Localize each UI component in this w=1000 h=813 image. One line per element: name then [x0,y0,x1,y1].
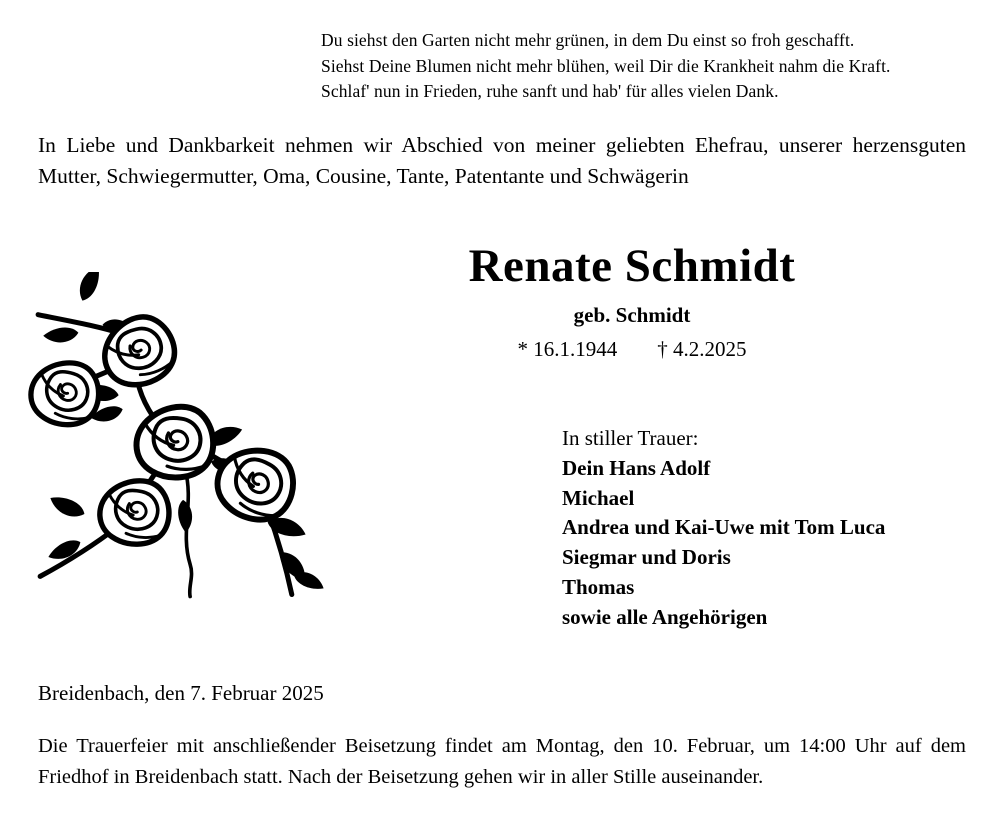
deceased-birth-name: geb. Schmidt [573,302,691,327]
birth-date: * 16.1.1944 [517,336,618,361]
mourner-name: sowie alle Angehörigen [562,604,768,629]
mourners-heading: In stiller Trauer: [562,426,699,450]
rose-vine-illustration [22,272,324,610]
verse-line: Du siehst den Garten nicht mehr grünen, in dem Du einst so froh geschafft. [321,30,855,50]
verse-line: Schlaf' nun in Frieden, ruhe sanft und hab' für alles vielen Dank. [321,81,779,101]
deceased-name: Renate Schmidt [468,240,796,292]
mourner-name: Siegmar und Doris [562,545,731,570]
place-date: Breidenbach, den 7. Februar 2025 [38,681,324,705]
opening-verse [321,28,891,105]
verse-line: Siehst Deine Blumen nicht mehr blühen, weil Dir die Krankheit nahm die Kraft. [321,55,891,76]
intro-text: In Liebe und Dankbarkeit nehmen wir Abschied von meiner geliebten Ehefrau, unserer herzensguten Mutter, Schwiegermutter, Oma, Cousine, Tante, Patentante und Schwägerin [38,133,966,188]
mourners-block [562,424,885,633]
deceased-block [332,241,932,362]
life-dates [332,337,932,362]
funeral-info: Die Trauerfeier mit anschließender Beisetzung findet am Montag, den 10. Februar, um 14:00 Uhr auf dem Friedhof in Breidenbach statt. Nach der Beisetzung gehen wir in aller Stille auseinander. [38,735,966,788]
mourner-name: Michael [562,485,635,510]
mourner-name: Thomas [562,574,635,599]
death-date: † 4.2.2025 [657,336,747,361]
mourner-name: Dein Hans Adolf [562,455,711,480]
mourner-name: Andrea und Kai-Uwe mit Tom Luca [562,515,886,540]
